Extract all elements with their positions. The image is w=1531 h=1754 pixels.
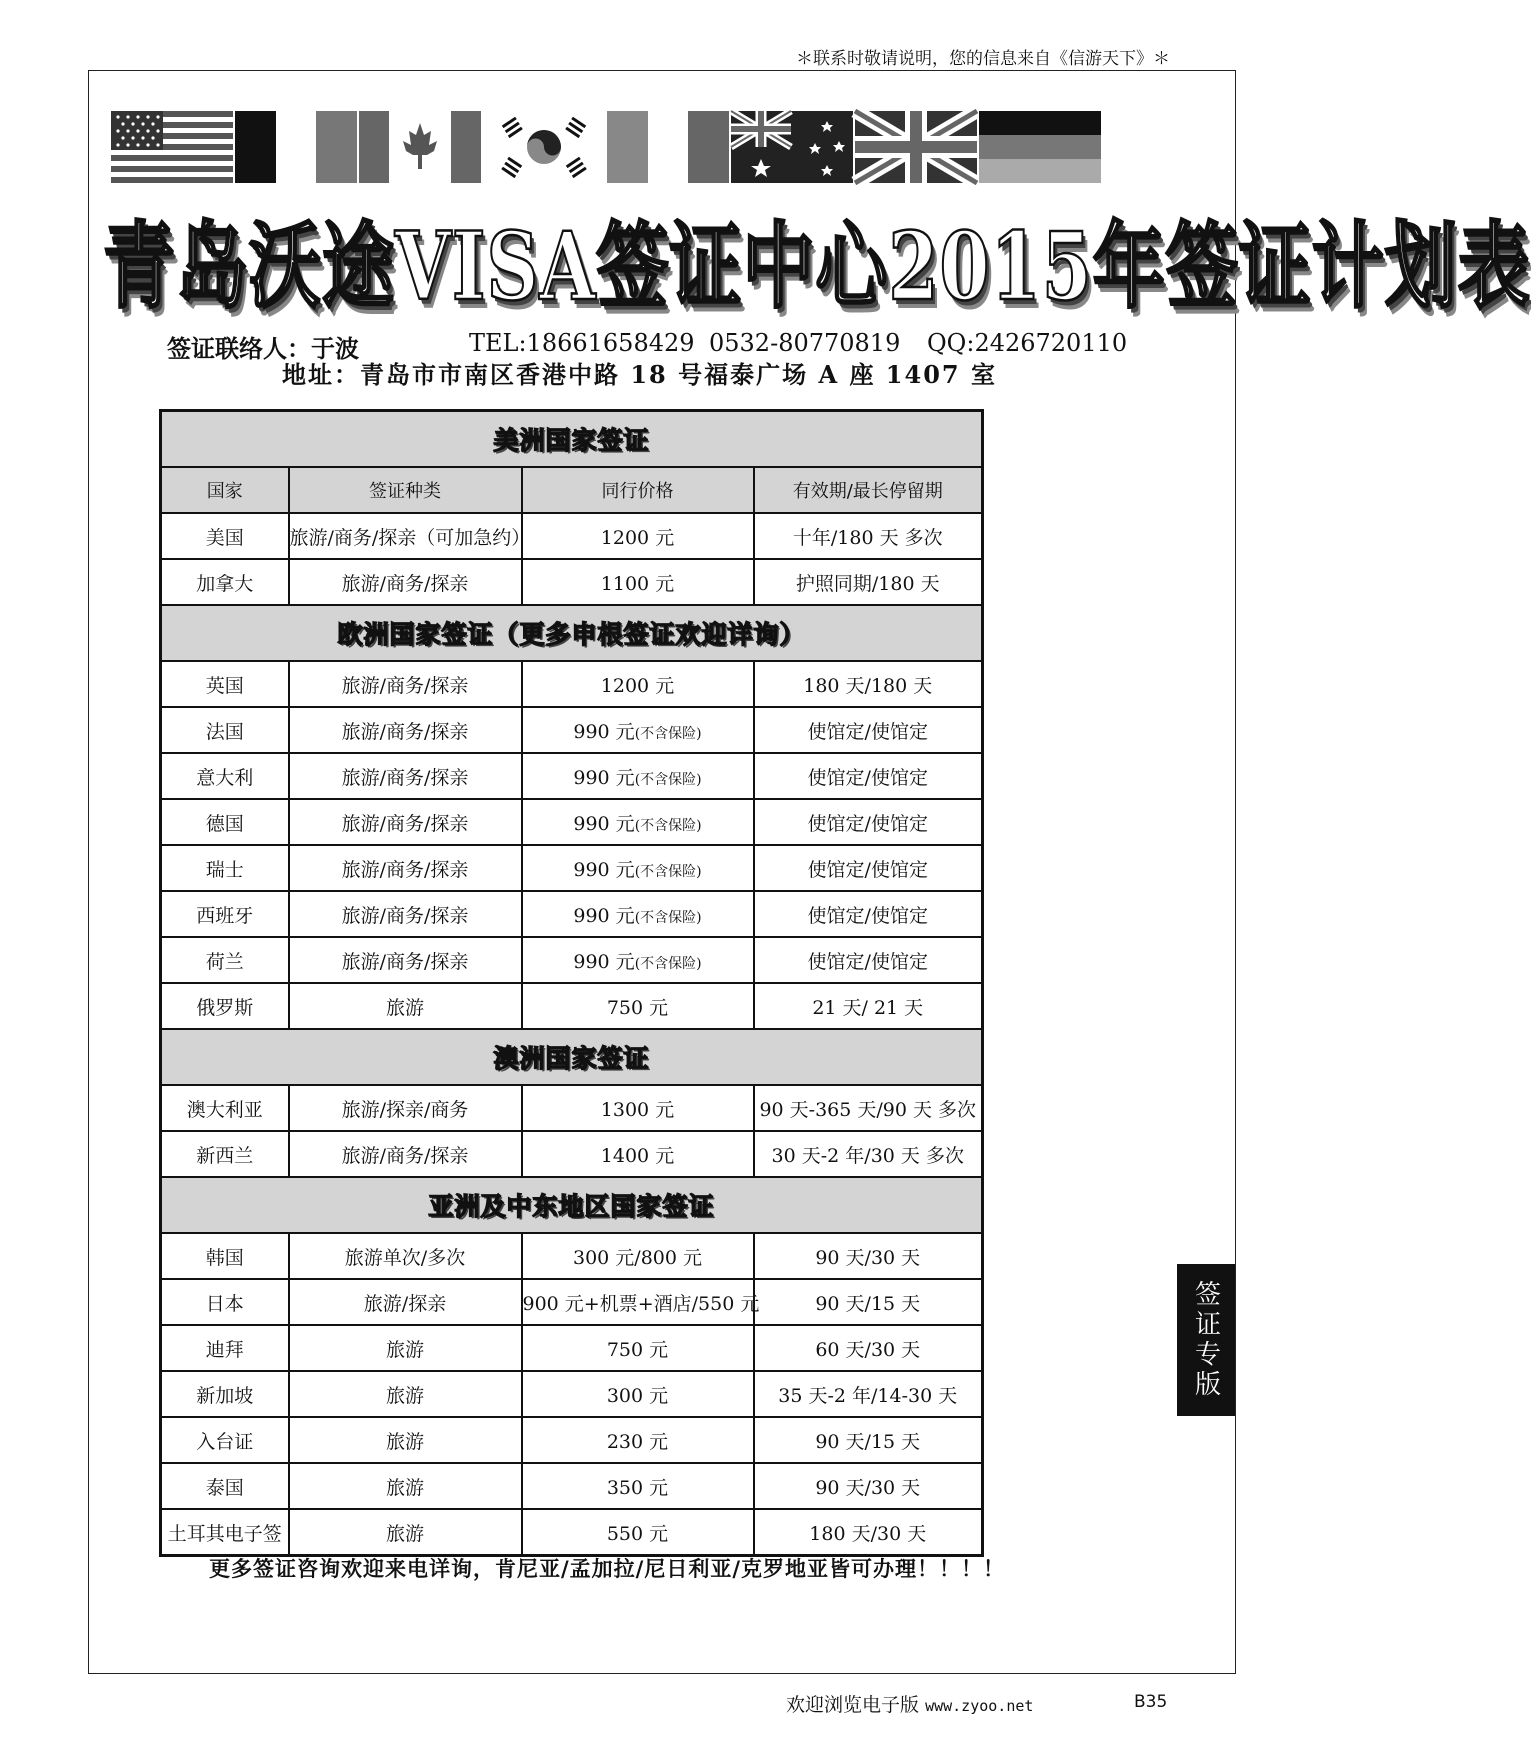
table-cell: 英国 xyxy=(161,661,289,707)
table-cell: 法国 xyxy=(161,707,289,753)
table-cell: 欧洲国家签证（更多申根签证欢迎详询） xyxy=(161,605,983,661)
section-header-americas xyxy=(161,411,983,468)
table-row xyxy=(161,513,983,559)
table-cell: 加拿大 xyxy=(161,559,289,605)
table-cell: 旅游 xyxy=(289,1325,522,1371)
table-cell: 旅游/探亲 xyxy=(289,1279,522,1325)
table-cell: 旅游/商务/探亲 xyxy=(289,707,522,753)
table-cell: 90 天-365 天/90 天 多次 xyxy=(754,1085,983,1131)
table-cell: 1100 元 xyxy=(522,559,754,605)
table-cell: 990 元(不含保险) xyxy=(522,891,754,937)
table-cell: 旅游 xyxy=(289,983,522,1029)
table-cell: 旅游/商务/探亲 xyxy=(289,799,522,845)
table-cell: 180 天/30 天 xyxy=(754,1509,983,1556)
table-row xyxy=(161,983,983,1029)
table-cell: 90 天/30 天 xyxy=(754,1233,983,1279)
table-cell: 90 天/30 天 xyxy=(754,1463,983,1509)
table-cell: 旅游/商务/探亲 xyxy=(289,937,522,983)
korea-flag-icon xyxy=(483,111,605,183)
table-cell: 300 元 xyxy=(522,1371,754,1417)
table-cell: 十年/180 天 多次 xyxy=(754,513,983,559)
table-cell: 90 天/15 天 xyxy=(754,1417,983,1463)
table-cell: 990 元(不含保险) xyxy=(522,799,754,845)
table-cell: 入台证 xyxy=(161,1417,289,1463)
table-cell: 550 元 xyxy=(522,1509,754,1556)
germany-flag-icon xyxy=(979,111,1101,183)
footer-note: 更多签证咨询欢迎来电详询，肯尼亚/孟加拉/尼日利亚/克罗地亚皆可办理！！！！ xyxy=(209,1556,1006,1581)
table-cell: 瑞士 xyxy=(161,845,289,891)
table-cell: 泰国 xyxy=(161,1463,289,1509)
table-cell: 750 元 xyxy=(522,1325,754,1371)
table-cell: 旅游/探亲/商务 xyxy=(289,1085,522,1131)
table-cell: 旅游/商务/探亲 xyxy=(289,1131,522,1177)
table-row xyxy=(161,937,983,983)
table-row xyxy=(161,661,983,707)
page-frame xyxy=(88,70,1531,1674)
table-cell: 300 元/800 元 xyxy=(522,1233,754,1279)
bottom-site xyxy=(786,1690,1033,1717)
table-row xyxy=(161,1417,983,1463)
visa-table xyxy=(159,409,984,1557)
section-header-europe xyxy=(161,605,983,661)
table-cell: 新西兰 xyxy=(161,1131,289,1177)
table-cell: 俄罗斯 xyxy=(161,983,289,1029)
table-cell: 30 天-2 年/30 天 多次 xyxy=(754,1131,983,1177)
table-cell: 35 天-2 年/14-30 天 xyxy=(754,1371,983,1417)
table-cell: 日本 xyxy=(161,1279,289,1325)
table-row xyxy=(161,1279,983,1325)
canada-flag-icon xyxy=(359,111,481,183)
table-cell: 60 天/30 天 xyxy=(754,1325,983,1371)
table-row xyxy=(161,1325,983,1371)
table-row xyxy=(161,1371,983,1417)
table-cell: 1400 元 xyxy=(522,1131,754,1177)
table-cell: 美国 xyxy=(161,513,289,559)
contact-address: 地址：青岛市市南区香港中路 18 号福泰广场 A 座 1407 室 xyxy=(282,360,997,389)
table-row xyxy=(161,1131,983,1177)
contact-landline: 0532-80770819 xyxy=(709,329,901,357)
table-header-row xyxy=(161,467,983,513)
table-cell: 意大利 xyxy=(161,753,289,799)
section-header-asia-middle-east xyxy=(161,1177,983,1233)
table-cell: 21 天/ 21 天 xyxy=(754,983,983,1029)
table-row xyxy=(161,707,983,753)
italy-flag-icon xyxy=(607,111,729,183)
column-header: 有效期/最长停留期 xyxy=(754,467,983,513)
table-row xyxy=(161,1085,983,1131)
contact-qq: QQ:2426720110 xyxy=(927,329,1128,357)
table-cell: 旅游/商务/探亲 xyxy=(289,845,522,891)
table-cell: 西班牙 xyxy=(161,891,289,937)
table-cell: 旅游单次/多次 xyxy=(289,1233,522,1279)
australia-flag-icon xyxy=(731,111,853,183)
table-cell: 990 元(不含保险) xyxy=(522,937,754,983)
table-cell: 韩国 xyxy=(161,1233,289,1279)
table-row xyxy=(161,1233,983,1279)
table-cell: 旅游/商务/探亲 xyxy=(289,559,522,605)
table-cell: 90 天/15 天 xyxy=(754,1279,983,1325)
flag-banner xyxy=(111,111,1105,183)
table-row xyxy=(161,753,983,799)
table-cell: 旅游 xyxy=(289,1509,522,1556)
table-cell: 180 天/180 天 xyxy=(754,661,983,707)
table-cell: 美洲国家签证 xyxy=(161,411,983,468)
table-cell: 使馆定/使馆定 xyxy=(754,753,983,799)
table-cell: 990 元(不含保险) xyxy=(522,707,754,753)
table-cell: 澳大利亚 xyxy=(161,1085,289,1131)
table-cell: 990 元(不含保险) xyxy=(522,753,754,799)
table-cell: 德国 xyxy=(161,799,289,845)
usa-flag-icon xyxy=(111,111,233,183)
table-cell: 使馆定/使馆定 xyxy=(754,891,983,937)
table-cell: 750 元 xyxy=(522,983,754,1029)
table-cell: 使馆定/使馆定 xyxy=(754,845,983,891)
uk-flag-icon xyxy=(855,111,977,183)
table-cell: 亚洲及中东地区国家签证 xyxy=(161,1177,983,1233)
table-cell: 旅游/商务/探亲 xyxy=(289,753,522,799)
table-cell: 迪拜 xyxy=(161,1325,289,1371)
table-cell: 旅游/商务/探亲（可加急约） xyxy=(289,513,522,559)
table-row xyxy=(161,891,983,937)
contact-tel: TEL:18661658429 xyxy=(469,329,695,357)
table-row xyxy=(161,1463,983,1509)
table-cell: 旅游/商务/探亲 xyxy=(289,891,522,937)
table-cell: 1200 元 xyxy=(522,513,754,559)
table-cell: 230 元 xyxy=(522,1417,754,1463)
table-cell: 使馆定/使馆定 xyxy=(754,799,983,845)
column-header: 同行价格 xyxy=(522,467,754,513)
table-cell: 旅游 xyxy=(289,1371,522,1417)
table-cell: 900 元+机票+酒店/550 元 xyxy=(522,1279,754,1325)
table-cell: 澳洲国家签证 xyxy=(161,1029,983,1085)
table-cell: 旅游 xyxy=(289,1417,522,1463)
table-cell: 350 元 xyxy=(522,1463,754,1509)
table-cell: 1200 元 xyxy=(522,661,754,707)
table-row xyxy=(161,559,983,605)
france-flag-icon xyxy=(235,111,357,183)
table-cell: 1300 元 xyxy=(522,1085,754,1131)
table-row xyxy=(161,1509,983,1556)
table-cell: 使馆定/使馆定 xyxy=(754,707,983,753)
table-cell: 护照同期/180 天 xyxy=(754,559,983,605)
column-header: 签证种类 xyxy=(289,467,522,513)
table-cell: 新加坡 xyxy=(161,1371,289,1417)
page-number: B35 xyxy=(1134,1692,1168,1712)
section-header-oceania xyxy=(161,1029,983,1085)
column-header: 国家 xyxy=(161,467,289,513)
site-url[interactable]: www.zyoo.net xyxy=(925,1697,1034,1715)
table-cell: 荷兰 xyxy=(161,937,289,983)
table-row xyxy=(161,799,983,845)
side-tab: 签证专版 xyxy=(1177,1264,1235,1416)
contact-person: 签证联络人：于波 xyxy=(167,334,359,363)
table-cell: 土耳其电子签 xyxy=(161,1509,289,1556)
table-cell: 使馆定/使馆定 xyxy=(754,937,983,983)
table-cell: 990 元(不含保险) xyxy=(522,845,754,891)
page-title: 青岛沃途VISA签证中心2015年签证计划表 xyxy=(103,210,1531,321)
table-row xyxy=(161,845,983,891)
table-cell: 旅游/商务/探亲 xyxy=(289,661,522,707)
table-cell: 旅游 xyxy=(289,1463,522,1509)
top-note: ＊联系时敬请说明，您的信息来自《信游天下》＊ xyxy=(796,49,1170,69)
welcome-text: 欢迎浏览电子版 xyxy=(786,1694,920,1716)
